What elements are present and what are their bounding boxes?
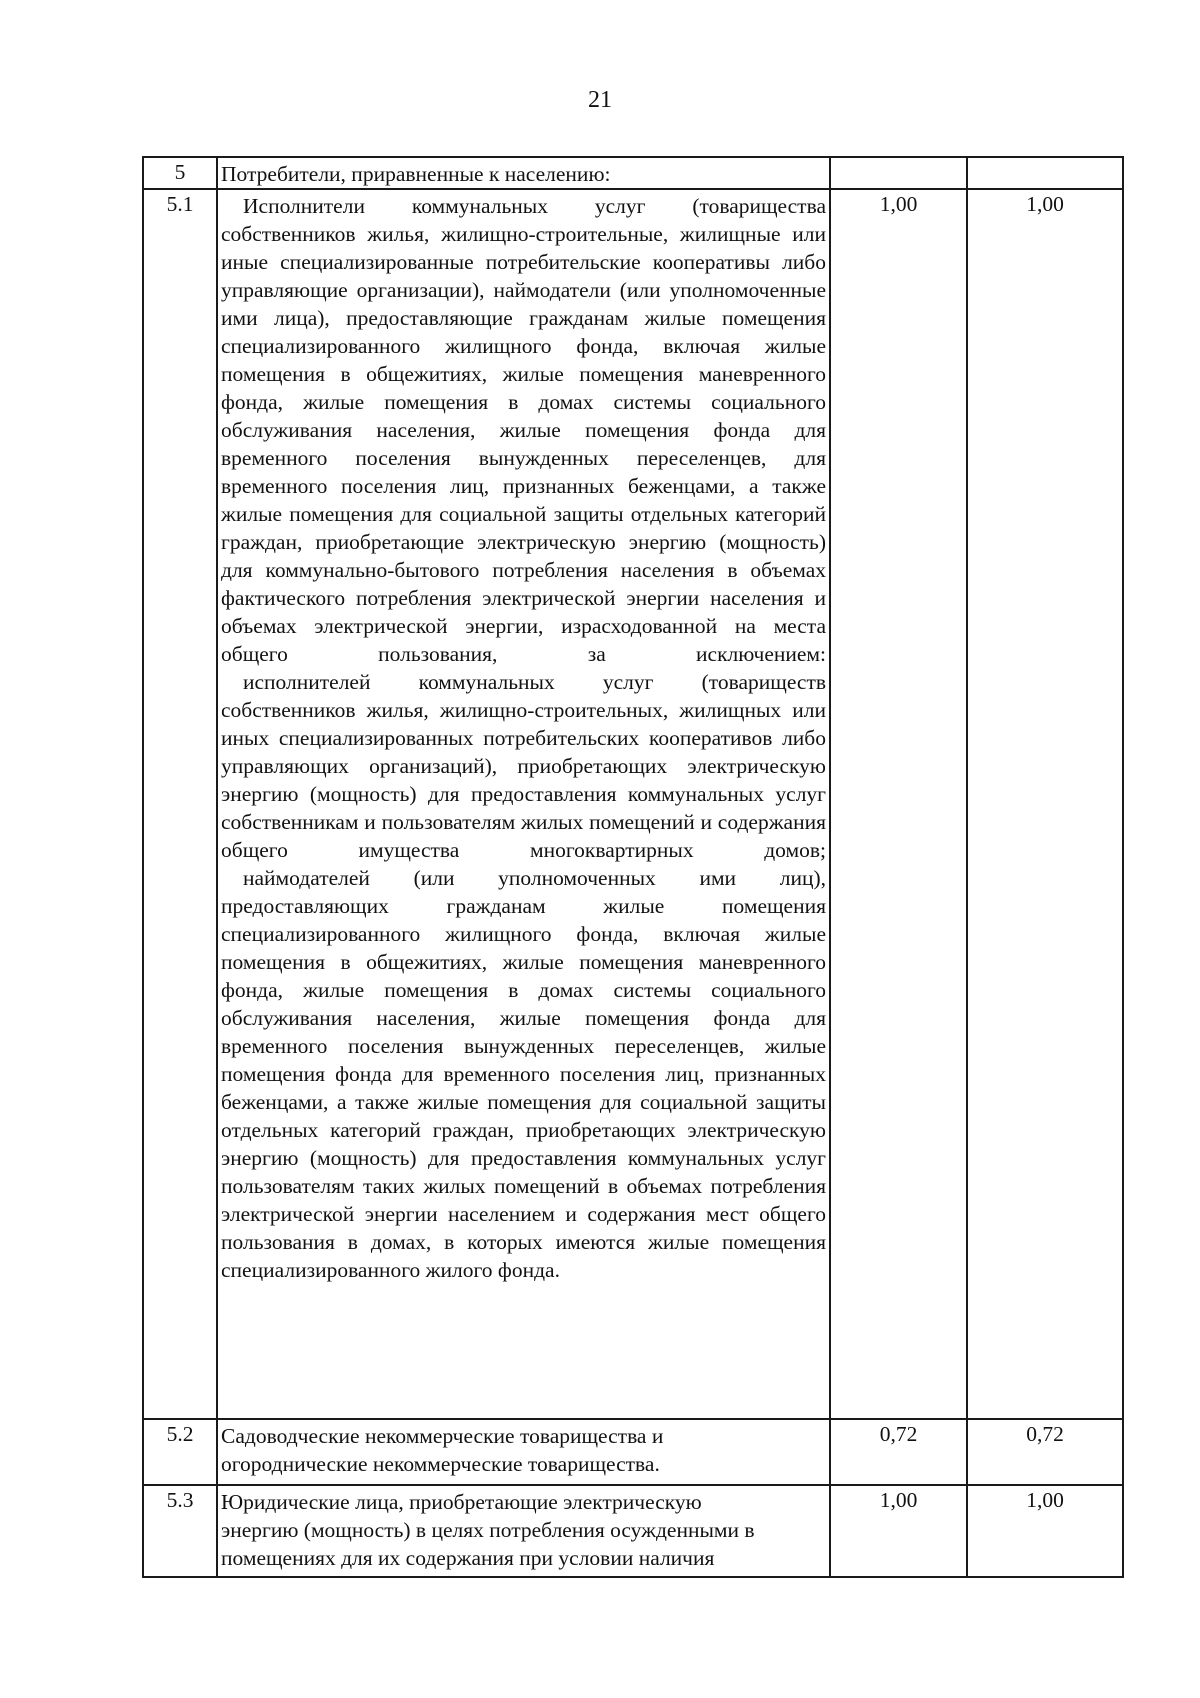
coefficient-value-2: 1,00	[967, 189, 1123, 1419]
coefficient-value-2	[967, 157, 1123, 189]
row-number: 5.2	[143, 1419, 217, 1485]
table-row	[143, 1485, 1123, 1577]
coefficient-value-2: 1,00	[967, 1485, 1123, 1577]
row-description	[217, 157, 830, 189]
tariff-coefficient-table	[142, 156, 1124, 1578]
row-description	[217, 1485, 830, 1577]
coefficient-value-1	[830, 157, 967, 189]
description-paragraph: наймодателей (или уполномоченных ими лиц), предоставляющих гражданам жилые помещения специализированного жилищного фонда, включая жилые помещения в общежитиях, жилые помещения маневренного фонда, жилые помещения в домах системы социального обслуживания населения, жилые помещения фонда для временного поселения вынужденных переселенцев, жилые помещения фонда для временного поселения лиц, признанных беженцами, а также жилые помещения для социальной защиты отдельных категорий граждан, приобретающих электрическую энергию (мощность) для предоставления коммунальных услуг пользователям таких жилых помещений в объемах потребления электрической энергии населением и содержания мест общего пользования в домах, в которых имеются жилые помещения специализированного жилого фонда.	[221, 866, 826, 1282]
description-line: Юридические лица, приобретающие электрическую	[221, 1490, 702, 1514]
row-number: 5.1	[143, 189, 217, 1419]
description-line: Садоводческие некоммерческие товарищества и	[221, 1424, 664, 1448]
description-paragraph: Исполнители коммунальных услуг (товарищества собственников жилья, жилищно-строительные, жилищные или иные специализированные потребительские кооперативы либо управляющие организации), наймодатели (или уполномоченные ими лица), предоставляющие гражданам жилые помещения специализированного жилищного фонда, включая жилые помещения в общежитиях, жилые помещения маневренного фонда, жилые помещения в домах системы социального обслуживания населения, жилые помещения фонда для временного поселения вынужденных переселенцев, для временного поселения лиц, признанных беженцами, а также жилые помещения для социальной защиты отдельных категорий граждан, приобретающие электрическую энергию (мощность) для коммунально-бытового потребления населения в объемах фактического потребления электрической энергии населения и объемах электрической энергии, израсходованной на места общего пользования, за исключением:	[221, 194, 826, 666]
table-row	[143, 157, 1123, 189]
table-row	[143, 1419, 1123, 1485]
coefficient-value-1: 1,00	[830, 189, 967, 1419]
coefficient-value-1: 0,72	[830, 1419, 967, 1485]
table-row	[143, 189, 1123, 1419]
description-line: огороднические некоммерческие товарищества.	[221, 1452, 660, 1476]
coefficient-value-2: 0,72	[967, 1419, 1123, 1485]
row-description	[217, 1419, 830, 1485]
row-description	[217, 189, 830, 1419]
row-number: 5	[143, 157, 217, 189]
description-paragraph: исполнителей коммунальных услуг (товариществ собственников жилья, жилищно-строительных, жилищных или иных специализированных потребительских кооперативов либо управляющих организаций), приобретающих электрическую энергию (мощность) для предоставления коммунальных услуг собственникам и пользователям жилых помещений и содержания общего имущества многоквартирных домов;	[221, 670, 826, 862]
coefficient-value-1: 1,00	[830, 1485, 967, 1577]
page-number: 21	[588, 87, 612, 113]
description-line: энергию (мощность) в целях потребления осужденными в	[221, 1518, 755, 1542]
row-number: 5.3	[143, 1485, 217, 1577]
description-line: помещениях для их содержания при условии наличия	[221, 1546, 715, 1570]
description-line: Потребители, приравненные к населению:	[221, 162, 611, 186]
